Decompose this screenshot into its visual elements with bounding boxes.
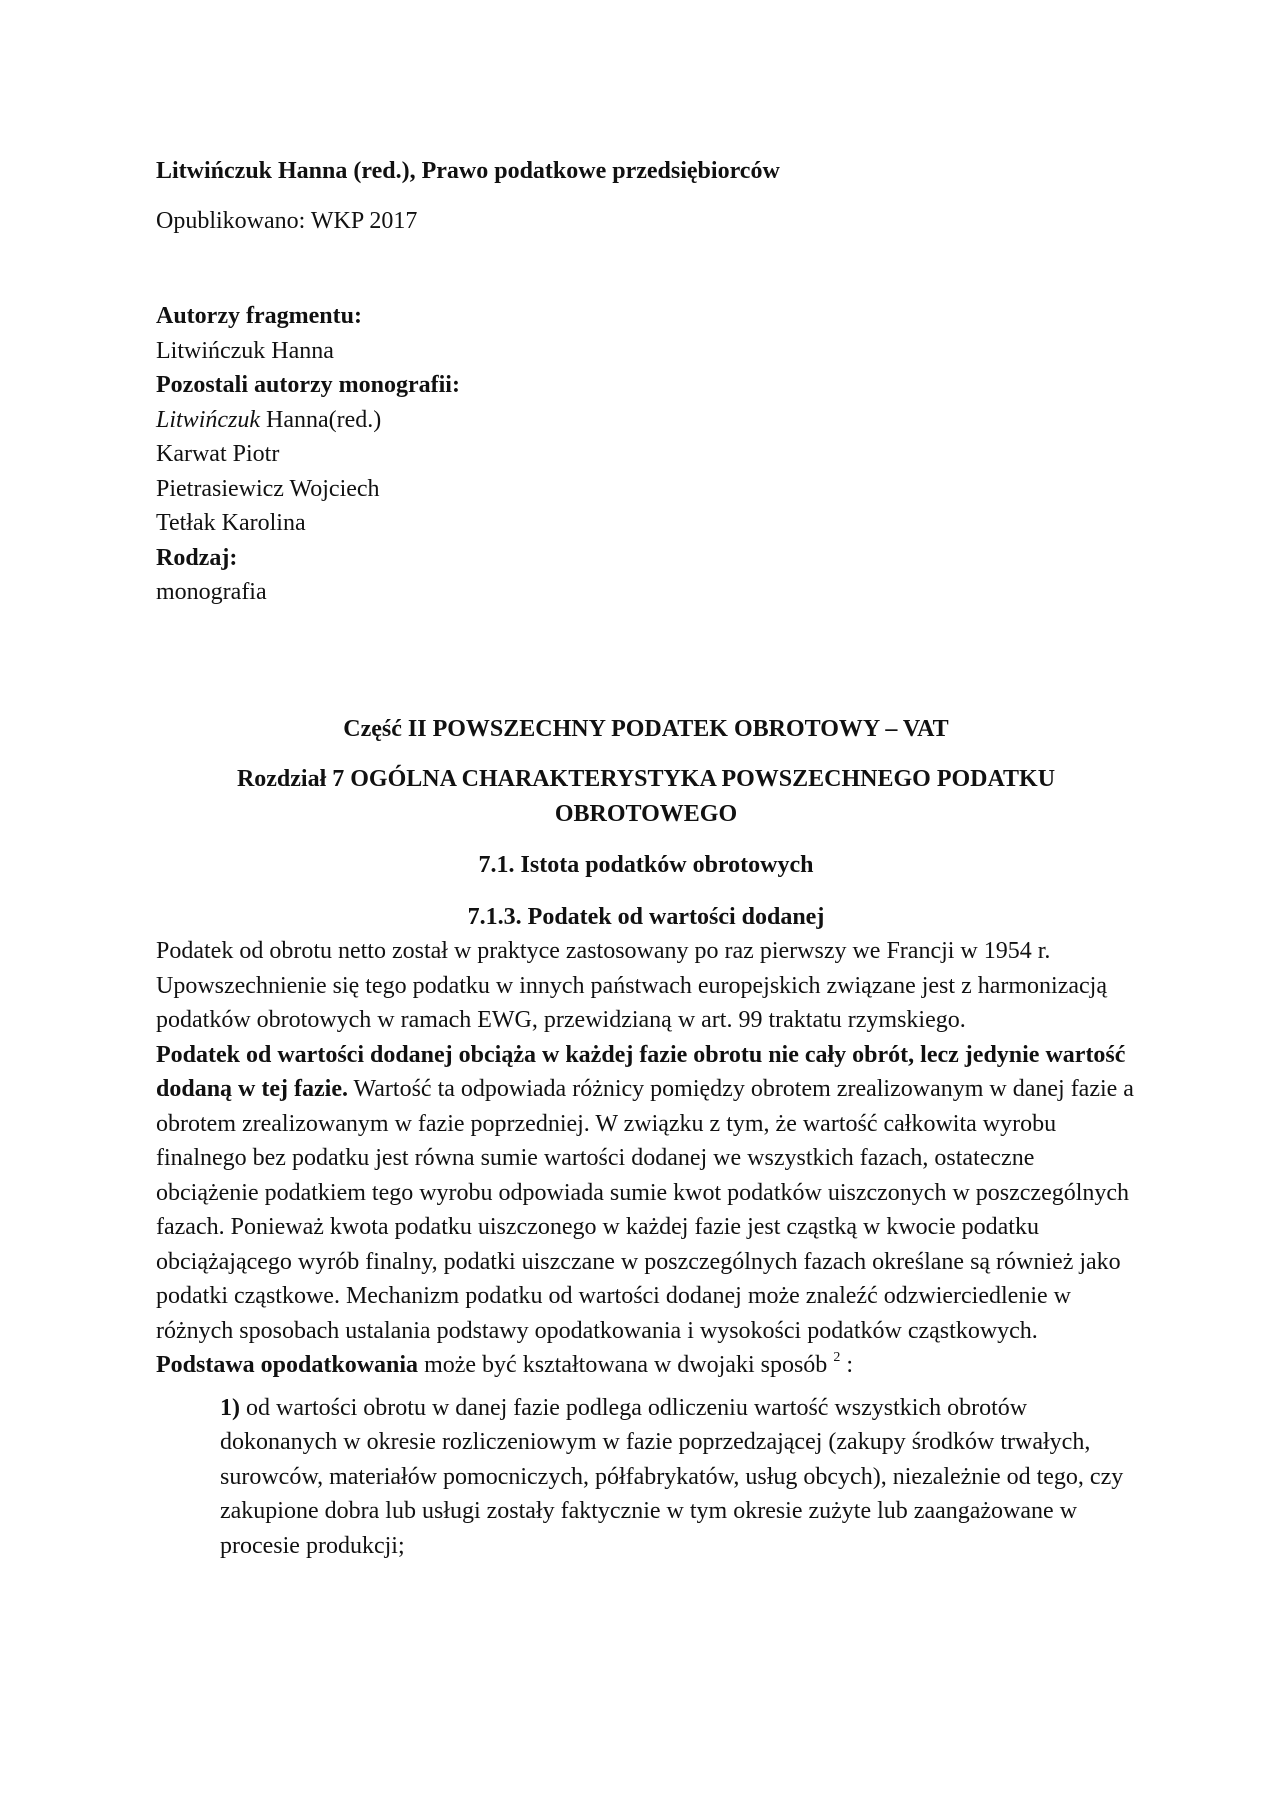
authors-section [156, 299, 1136, 610]
footnote-ref[interactable]: 2 [833, 1350, 841, 1365]
paragraph: Podatek od wartości dodanej obciąża w każdej fazie obrotu nie cały obrót, lecz jedynie wartość dodaną w tej fazie. Wartość ta odpowiada różnicy pomiędzy obrotem zrealizowanym w danej fazie a obrotem zrealizowanym w fazie poprzedniej. W związku z tym, że wartość całkowita wyrobu finalnego bez podatku jest równa sumie wartości dodanej we wszystkich fazach, ostateczne obciążenie podatkiem tego wyrobu odpowiada sumie kwot podatków uiszczonych w poszczególnych fazach. Ponieważ kwota podatku uiszczonego w każdej fazie jest cząstką w kwocie podatku obciążającego wyrób finalny, podatki uiszczane w poszczególnych fazach określane są również jako podatki cząstkowe. Mechanizm podatku od wartości dodanej może znaleźć odzwierciedlenie w różnych sposobach ustalania podstawy opodatkowania i wysokości podatków cząstkowych. [156, 1041, 1134, 1344]
type-label: Rodzaj: [156, 544, 238, 571]
subsection-heading: 7.1.3. Podatek od wartości dodanej [467, 903, 825, 930]
part-heading: Część II POWSZECHNY PODATEK OBROTOWY – VAT [343, 715, 949, 742]
paragraph: Podatek od obrotu netto został w praktyce zastosowany po raz pierwszy we Francji w 1954 r. Upowszechnienie się tego podatku w innych państwach europejskich związane jest z harmonizacją podatków obrotowych w ramach EWG, przewidzianą w art. 99 traktatu rzymskiego. [156, 938, 1107, 1033]
other-authors-label: Pozostali autorzy monografii: [156, 372, 460, 398]
fragment-authors-label: Autorzy fragmentu: [156, 303, 362, 329]
document-title: Litwińczuk Hanna (red.), Prawo podatkowe przedsiębiorców [156, 158, 780, 184]
chapter-heading: Rozdział 7 OGÓLNA CHARAKTERYSTYKA POWSZECHNEGO PODATKU OBROTOWEGO [236, 766, 1056, 827]
fragment-author: Litwińczuk Hanna [156, 337, 334, 364]
publication-info: Opublikowano: WKP 2017 [156, 207, 418, 234]
type-value: monografia [156, 579, 267, 605]
other-author: Karwat Piotr [156, 441, 280, 467]
page-content [156, 154, 1136, 1563]
other-author: Tetłak Karolina [156, 510, 306, 536]
other-author: Pietrasiewicz Wojciech [156, 475, 380, 502]
paragraph: Podstawa opodatkowania może być kształtowana w dwojaki sposób $^2$ : [156, 1350, 853, 1378]
list-item: 1) od wartości obrotu w danej fazie podlega odliczeniu wartość wszystkich obrotów dokonanych w okresie rozliczeniowym w fazie poprzedzającej (zakupy środków trwałych, surowców, materiałów pomocniczych, półfabrykatów, usług obcych), niezależnie od tego, czy zakupione dobra lub usługi zostały faktycznie w tym okresie zużyte lub zaangażowane w procesie produkcji; [220, 1394, 1124, 1559]
section-heading: 7.1. Istota podatków obrotowych [478, 852, 814, 878]
other-author: Litwińczuk Hanna(red.) [156, 406, 382, 433]
